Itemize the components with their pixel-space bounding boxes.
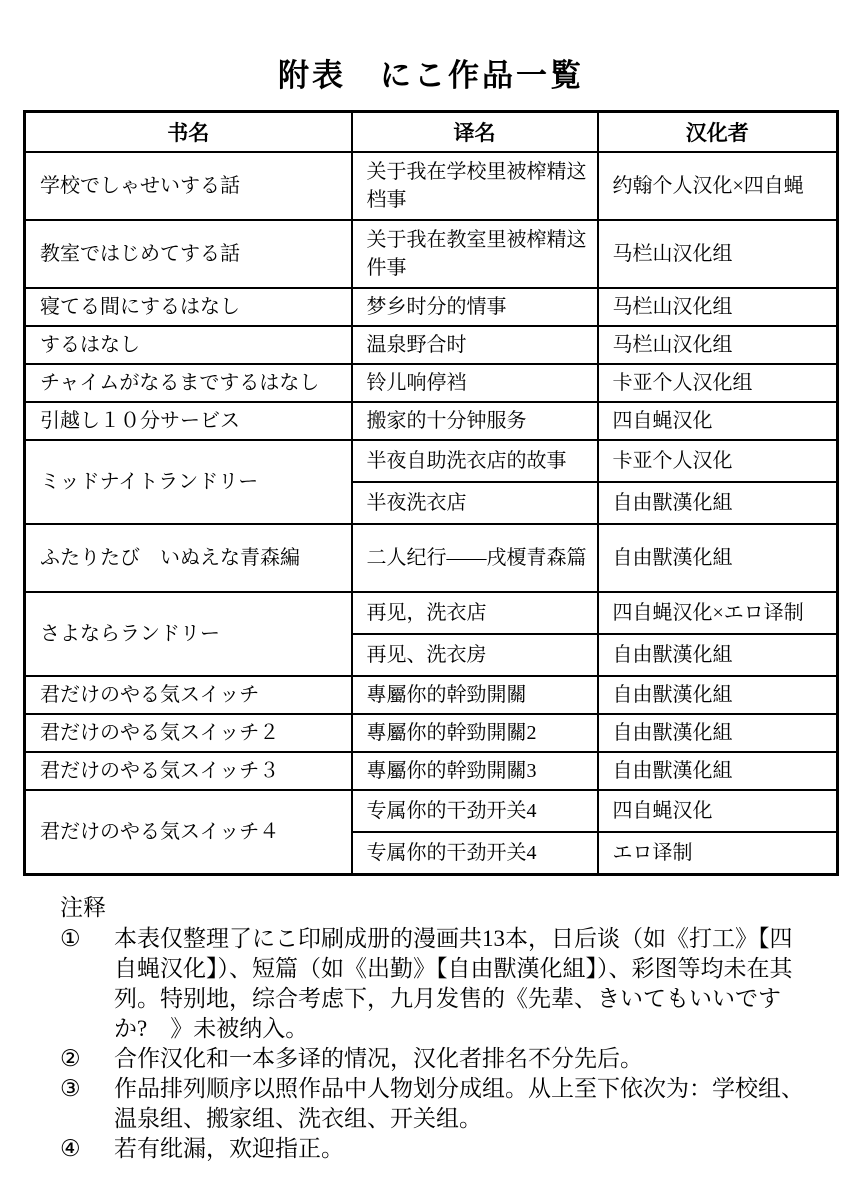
note-number: ① bbox=[60, 925, 81, 951]
book-name-cell: 引越し１０分サービス bbox=[25, 402, 352, 440]
table-row bbox=[25, 402, 838, 440]
translated-name-cell: 半夜自助洗衣店的故事 bbox=[352, 440, 598, 482]
book-name-cell: 寝てる間にするはなし bbox=[25, 288, 352, 326]
translator-cell: エロ译制 bbox=[598, 832, 838, 874]
note-number: ② bbox=[60, 1045, 81, 1071]
translator-cell: 马栏山汉化组 bbox=[598, 326, 838, 364]
table-row bbox=[25, 790, 838, 832]
translator-cell: 四自蝇汉化 bbox=[598, 790, 838, 832]
translated-name-cell: 二人纪行——戌榎青森篇 bbox=[352, 524, 598, 592]
book-name-cell: するはなし bbox=[25, 326, 352, 364]
translator-cell: 四自蝇汉化 bbox=[598, 402, 838, 440]
table-row bbox=[25, 592, 838, 634]
translated-name-cell: 半夜洗衣店 bbox=[352, 482, 598, 524]
book-name-cell: チャイムがなるまでするはなし bbox=[25, 364, 352, 402]
translator-cell: 约翰个人汉化×四自蝇 bbox=[598, 152, 838, 220]
book-name-cell: 学校でしゃせいする話 bbox=[25, 152, 352, 220]
translator-cell: 自由獸漢化組 bbox=[598, 752, 838, 790]
table-row bbox=[25, 152, 838, 220]
translator-cell: 卡亚个人汉化 bbox=[598, 440, 838, 482]
works-table bbox=[23, 110, 839, 876]
book-name-cell: 君だけのやる気スイッチ３ bbox=[25, 752, 352, 790]
translated-name-cell: 專屬你的幹勁開關2 bbox=[352, 714, 598, 752]
translated-name-cell: 專屬你的幹勁開關 bbox=[352, 676, 598, 714]
translator-cell: 自由獸漢化組 bbox=[598, 524, 838, 592]
table-header-row bbox=[25, 112, 838, 153]
translated-name-cell: 关于我在学校里被榨精这档事 bbox=[352, 152, 598, 220]
translated-name-cell: 专属你的干劲开关4 bbox=[352, 790, 598, 832]
book-name-cell: 君だけのやる気スイッチ２ bbox=[25, 714, 352, 752]
translated-name-cell: 搬家的十分钟服务 bbox=[352, 402, 598, 440]
table-row bbox=[25, 676, 838, 714]
translated-name-cell: 温泉野合时 bbox=[352, 326, 598, 364]
note-item bbox=[60, 924, 808, 1044]
translated-name-cell: 再见、洗衣房 bbox=[352, 634, 598, 676]
page-title: 附表 にこ作品一覧 bbox=[278, 58, 584, 93]
translated-name-cell: 铃儿响停裆 bbox=[352, 364, 598, 402]
book-name-cell: 君だけのやる気スイッチ bbox=[25, 676, 352, 714]
book-name-cell: さよならランドリー bbox=[25, 592, 352, 676]
note-item bbox=[60, 1134, 808, 1164]
translator-cell: 四自蝇汉化×エロ译制 bbox=[598, 592, 838, 634]
note-item bbox=[60, 1074, 808, 1134]
table-row bbox=[25, 364, 838, 402]
translated-name-cell: 梦乡时分的情事 bbox=[352, 288, 598, 326]
table-row bbox=[25, 220, 838, 288]
translated-name-cell: 关于我在教室里被榨精这件事 bbox=[352, 220, 598, 288]
translator-cell: 马栏山汉化组 bbox=[598, 288, 838, 326]
table-row bbox=[25, 714, 838, 752]
note-text: 若有纰漏，欢迎指正。 bbox=[114, 1135, 344, 1161]
table-row bbox=[25, 288, 838, 326]
translator-cell: 卡亚个人汉化组 bbox=[598, 364, 838, 402]
column-header-book-name: 书名 bbox=[25, 112, 352, 153]
note-text: 作品排列顺序以照作品中人物划分成组。从上至下依次为：学校组、温泉组、搬家组、洗衣组、开关组。 bbox=[114, 1075, 804, 1131]
translator-cell: 自由獸漢化組 bbox=[598, 676, 838, 714]
translator-cell: 自由獸漢化組 bbox=[598, 482, 838, 524]
translator-cell: 马栏山汉化组 bbox=[598, 220, 838, 288]
note-text: 合作汉化和一本多译的情况，汉化者排名不分先后。 bbox=[114, 1045, 643, 1071]
book-name-cell: ミッドナイトランドリー bbox=[25, 440, 352, 524]
notes-section bbox=[60, 893, 808, 1164]
translator-cell: 自由獸漢化組 bbox=[598, 634, 838, 676]
note-item bbox=[60, 1044, 808, 1074]
notes-heading: 注释 bbox=[60, 894, 106, 920]
book-name-cell: 教室ではじめてする話 bbox=[25, 220, 352, 288]
book-name-cell: 君だけのやる気スイッチ４ bbox=[25, 790, 352, 874]
column-header-translator: 汉化者 bbox=[598, 112, 838, 153]
note-text: 本表仅整理了にこ印刷成册的漫画共13本，日后谈（如《打工》【四自蝇汉化】）、短篇（如《出勤》【自由獸漢化組】）、彩图等均未在其列。特别地，综合考虑下，九月发售的《先辈、きいてもいいですか? 》未被纳入。 bbox=[114, 925, 793, 1041]
translated-name-cell: 專屬你的幹勁開關3 bbox=[352, 752, 598, 790]
note-number: ③ bbox=[60, 1075, 81, 1101]
translated-name-cell: 再见，洗衣店 bbox=[352, 592, 598, 634]
notes-list bbox=[60, 924, 808, 1164]
table-row bbox=[25, 326, 838, 364]
table-row bbox=[25, 440, 838, 482]
column-header-translated-name: 译名 bbox=[352, 112, 598, 153]
translated-name-cell: 专属你的干劲开关4 bbox=[352, 832, 598, 874]
table-row bbox=[25, 524, 838, 592]
translator-cell: 自由獸漢化組 bbox=[598, 714, 838, 752]
book-name-cell: ふたりたび いぬえな青森編 bbox=[25, 524, 352, 592]
table-row bbox=[25, 752, 838, 790]
note-number: ④ bbox=[60, 1135, 81, 1161]
